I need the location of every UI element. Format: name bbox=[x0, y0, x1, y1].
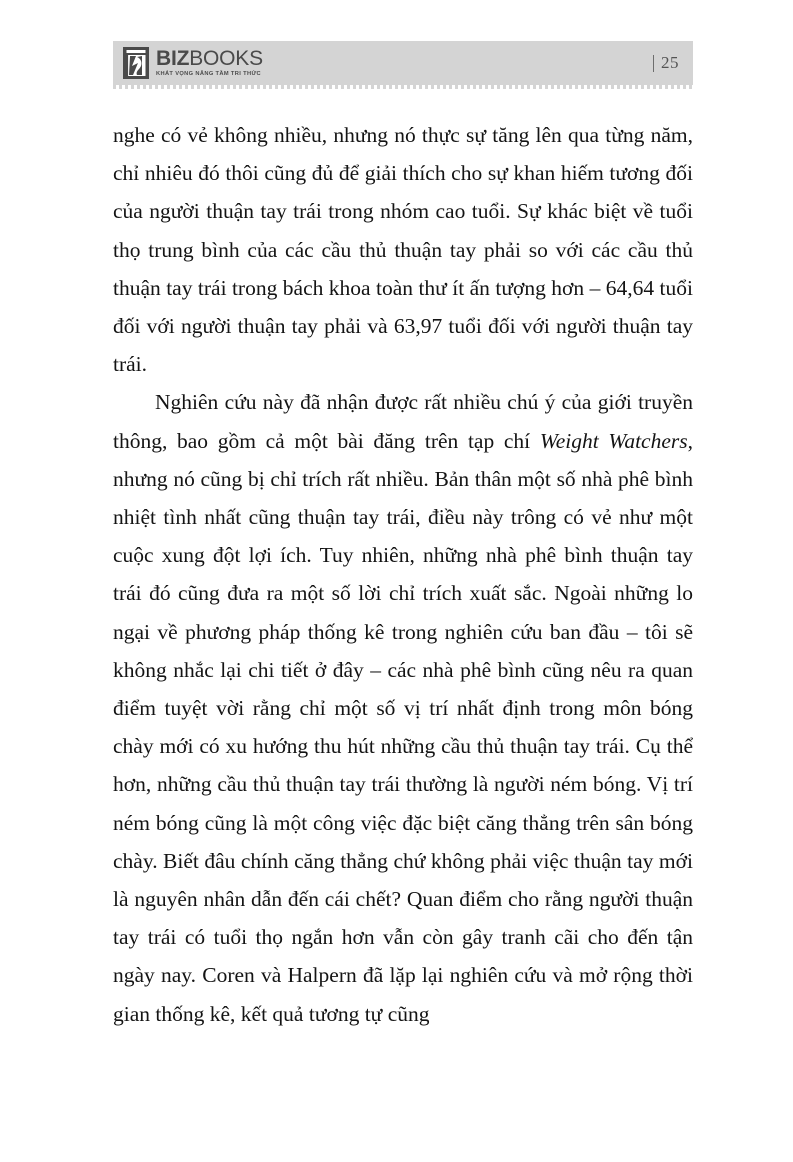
magazine-title-weight-watchers: Weight Watchers bbox=[539, 428, 688, 453]
wordmark-books: BOOKS bbox=[189, 47, 263, 71]
paragraph-2-text-after-title: , nhưng nó cũng bị chỉ trích rất nhiều. Bản thân một số nhà phê bình nhiệt tình nhất cũng thuận tay trái, điều này trông có vẻ như một cuộc xung đột lợi ích. Tuy nhiên, những nhà phê bình thuận tay trái đó cũng đưa ra một số lời chỉ trích xuất sắc. Ngoài những lo ngại về phương pháp thống kê trong nghiên cứu ban đầu – tôi sẽ không nhắc lại chi tiết ở đây – các nhà phê bình cũng nêu ra quan điểm tuyệt vời rằng chỉ một số vị trí nhất định trong môn bóng chày mới có xu hướng thu hút những cầu thủ thuận tay trái. Cụ thể hơn, những cầu thủ thuận tay trái thường là người ném bóng. Vị trí ném bóng cũng là một công việc đặc biệt căng thẳng trên sân bóng chày. Biết đâu chính căng thẳng chứ không phải việc thuận tay mới là nguyên nhân dẫn đến cái chết? Quan điểm cho rằng người thuận tay trái có tuổi thọ ngắn hơn vẫn còn gây tranh cãi cho đến tận ngày nay. Coren và Halpern đã lặp lại nghiên cứu và mở rộng thời gian thống kê, kết quả tương tự cũng bbox=[113, 428, 694, 1026]
bizbooks-wordmark bbox=[156, 48, 263, 69]
paragraph-2-text-before-title: Nghiên cứu này đã nhận được rất nhiều chú ý của giới truyền thông, bao gồm cả một bài đăng trên tạp chí bbox=[113, 390, 693, 453]
page-header-band bbox=[113, 41, 693, 85]
body-paragraph-1: nghe có vẻ không nhiều, nhưng nó thực sự tăng lên qua từng năm, chỉ nhiêu đó thôi cũng đủ để giải thích cho sự khan hiếm tương đối của người thuận tay trái trong nhóm cao tuổi. Sự khác biệt về tuổi thọ trung bình của các cầu thủ thuận tay phải so với các cầu thủ thuận tay trái trong bách khoa toàn thư ít ấn tượng hơn – 64,64 tuổi đối với người thuận tay phải và 63,97 tuổi đối với người thuận tay trái. bbox=[113, 123, 693, 377]
bizbooks-wordmark-group bbox=[156, 48, 263, 78]
bizbooks-logo bbox=[123, 47, 263, 79]
wordmark-biz: BIZ bbox=[156, 47, 190, 71]
page-folio bbox=[653, 53, 679, 73]
page-body bbox=[113, 116, 693, 1033]
bizbooks-book-icon bbox=[123, 47, 149, 79]
body-paragraph-2 bbox=[113, 383, 693, 1032]
page-number: 25 bbox=[661, 53, 679, 72]
folio-separator-icon bbox=[653, 55, 654, 72]
bizbooks-tagline: KHÁT VỌNG NÂNG TẦM TRI THỨC bbox=[156, 71, 262, 78]
